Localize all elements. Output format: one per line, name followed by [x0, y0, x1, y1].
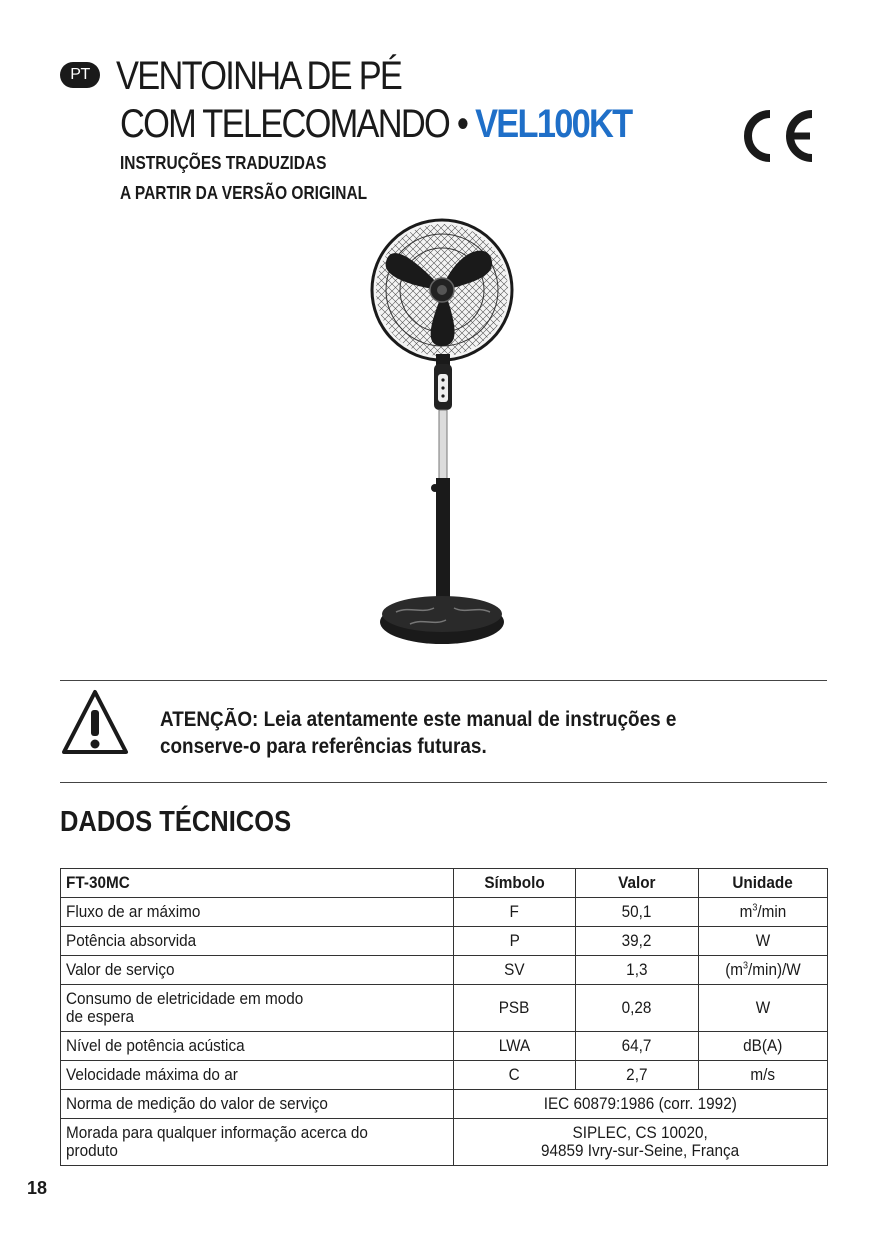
language-badge: PT: [60, 62, 100, 88]
model-number: VEL100KT: [475, 102, 632, 146]
table-row: [61, 1032, 828, 1061]
row-unit: dB(A): [699, 1032, 828, 1061]
row-unit: $(m^3/\min)/W$: [699, 956, 828, 985]
row-symbol: F: [454, 898, 576, 927]
section-title: DADOS TÉCNICOS: [60, 806, 292, 838]
divider-bottom: [60, 782, 827, 783]
row-symbol: PSB: [454, 985, 576, 1032]
page-number: 18: [27, 1178, 48, 1198]
divider-top: [60, 680, 827, 681]
row-merged-value: SIPLEC, CS 10020, 94859 Ivry-sur-Seine, França: [454, 1119, 828, 1166]
warning-text: [160, 706, 790, 760]
row-label: Potência absorvida: [61, 927, 454, 956]
table-row: [61, 956, 828, 985]
row-label: Velocidade máxima do ar: [61, 1061, 454, 1090]
row-label: Morada para qualquer informação acerca do produto: [61, 1119, 454, 1166]
row-value: 1,3: [576, 956, 699, 985]
row-label: Consumo de eletricidade em modo de espera: [61, 985, 454, 1032]
subtitle-line-2: A PARTIR DA VERSÃO ORIGINAL: [120, 183, 368, 203]
row-value: 64,7: [576, 1032, 699, 1061]
row-value: 2,7: [576, 1061, 699, 1090]
header-value: Valor: [576, 869, 699, 898]
subtitle-line-1: INSTRUÇÕES TRADUZIDAS: [120, 153, 327, 173]
warning-line-2: conserve-o para referências futuras.: [160, 735, 487, 758]
row-unit: W: [699, 985, 828, 1032]
row-label: Valor de serviço: [61, 956, 454, 985]
row-symbol: LWA: [454, 1032, 576, 1061]
row-unit: W: [699, 927, 828, 956]
row-label: Norma de medição do valor de serviço: [61, 1090, 454, 1119]
row-symbol: SV: [454, 956, 576, 985]
row-label: Nível de potência acústica: [61, 1032, 454, 1061]
row-symbol: C: [454, 1061, 576, 1090]
technical-data-table: [60, 868, 828, 1166]
title-line-2: [120, 102, 631, 146]
header-unit: Unidade: [699, 869, 828, 898]
header-model: FT-30MC: [61, 869, 454, 898]
table-row: [61, 985, 828, 1032]
row-unit: m/s: [699, 1061, 828, 1090]
row-value: 39,2: [576, 927, 699, 956]
row-value: 0,28: [576, 985, 699, 1032]
table-row: [61, 898, 828, 927]
title-line-2-text: COM TELECOMANDO •: [120, 102, 476, 146]
table-header-row: [61, 869, 828, 898]
title-line-1: VENTOINHA DE PÉ: [116, 54, 402, 98]
table-row: [61, 1061, 828, 1090]
warning-triangle-icon: [60, 688, 130, 758]
header-symbol: Símbolo: [454, 869, 576, 898]
table-row: [61, 1119, 828, 1166]
row-value: 50,1: [576, 898, 699, 927]
warning-line-1: ATENÇÃO: Leia atentamente este manual de instruções e: [160, 708, 677, 731]
row-label: Fluxo de ar máximo: [61, 898, 454, 927]
row-symbol: P: [454, 927, 576, 956]
table-row: [61, 927, 828, 956]
table-row: [61, 1090, 828, 1119]
ce-mark-icon: [738, 106, 818, 164]
row-merged-value: IEC 60879:1986 (corr. 1992): [454, 1090, 828, 1119]
fan-illustration: [350, 214, 520, 654]
row-unit: $m^3/\min$: [699, 898, 828, 927]
